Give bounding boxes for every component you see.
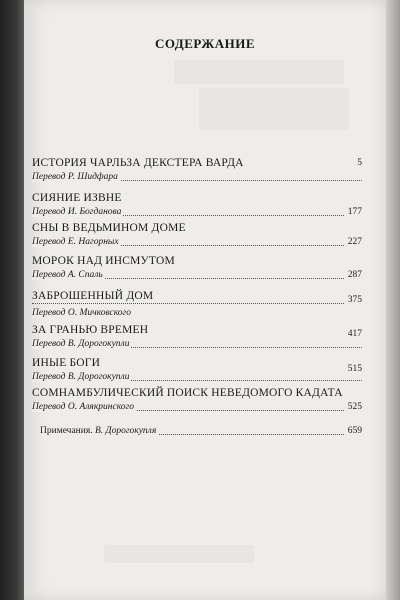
toc-entry-translator: Перевод Е. Нагорных bbox=[32, 237, 119, 247]
notes-label-group bbox=[40, 426, 158, 436]
toc-entry-page: 5 bbox=[354, 158, 362, 168]
dot-leader bbox=[32, 303, 362, 304]
toc-entry-translator: Перевод Р. Шидфара bbox=[32, 172, 118, 182]
book-spine-shadow bbox=[0, 0, 24, 600]
notes-label: Примечания. bbox=[40, 426, 93, 436]
toc-entry-title: ИСТОРИЯ ЧАРЛЬЗА ДЕКСТЕРА ВАРДА bbox=[32, 157, 244, 169]
toc-entry-title: СИЯНИЕ ИЗВНЕ bbox=[32, 192, 122, 204]
toc-entry-line bbox=[32, 295, 362, 309]
show-through-text bbox=[199, 88, 349, 130]
toc-entry-title: СОМНАМБУЛИЧЕСКИЙ ПОИСК НЕВЕДОМОГО КАДАТА bbox=[32, 387, 343, 399]
toc-entry-title: ЗА ГРАНЬЮ ВРЕМЕН bbox=[32, 324, 149, 336]
toc-entry-title: МОРОК НАД ИНСМУТОМ bbox=[32, 255, 175, 267]
toc-entry-translator: Перевод В. Дорогокупли bbox=[32, 372, 130, 382]
toc-entry-translator: Перевод О. Алякринского bbox=[32, 402, 134, 412]
show-through-text bbox=[104, 545, 254, 563]
toc-entry-translator: Перевод И. Богданова bbox=[32, 207, 122, 217]
show-through-text bbox=[174, 60, 344, 84]
notes-page: 659 bbox=[345, 426, 362, 436]
toc-entry-translator: Перевод О. Мичковского bbox=[32, 308, 131, 318]
toc-entry-page: 525 bbox=[345, 402, 362, 412]
toc-entry-page: 227 bbox=[345, 237, 362, 247]
book-page bbox=[24, 0, 386, 600]
toc-entry-title: ЗАБРОШЕННЫЙ ДОМ bbox=[32, 290, 154, 302]
toc-entry-line bbox=[32, 402, 362, 416]
toc-entry-page: 417 bbox=[345, 329, 362, 339]
toc-entry-translator: Перевод А. Спаль bbox=[32, 270, 103, 280]
toc-entry-title: ИНЫЕ БОГИ bbox=[32, 357, 101, 369]
toc-entry-page: 177 bbox=[345, 207, 362, 217]
toc-entry-line bbox=[32, 270, 362, 284]
toc-entry-line bbox=[32, 237, 362, 251]
toc-entry-page: 287 bbox=[345, 270, 362, 280]
toc-entry-title: СНЫ В ВЕДЬМИНОМ ДОМЕ bbox=[32, 222, 186, 234]
toc-entry-line bbox=[32, 364, 362, 386]
toc-entry-line bbox=[32, 207, 362, 221]
notes-entry bbox=[40, 426, 362, 440]
page-edge bbox=[386, 0, 400, 600]
toc-entry-page: 515 bbox=[345, 364, 362, 374]
page-title: СОДЕРЖАНИЕ bbox=[154, 36, 256, 51]
toc-entry-page: 375 bbox=[345, 295, 362, 305]
notes-author: В. Дорогокупля bbox=[94, 426, 157, 436]
toc-entry-line bbox=[32, 308, 362, 322]
toc-entry-translator: Перевод В. Дорогокупли bbox=[32, 339, 130, 349]
